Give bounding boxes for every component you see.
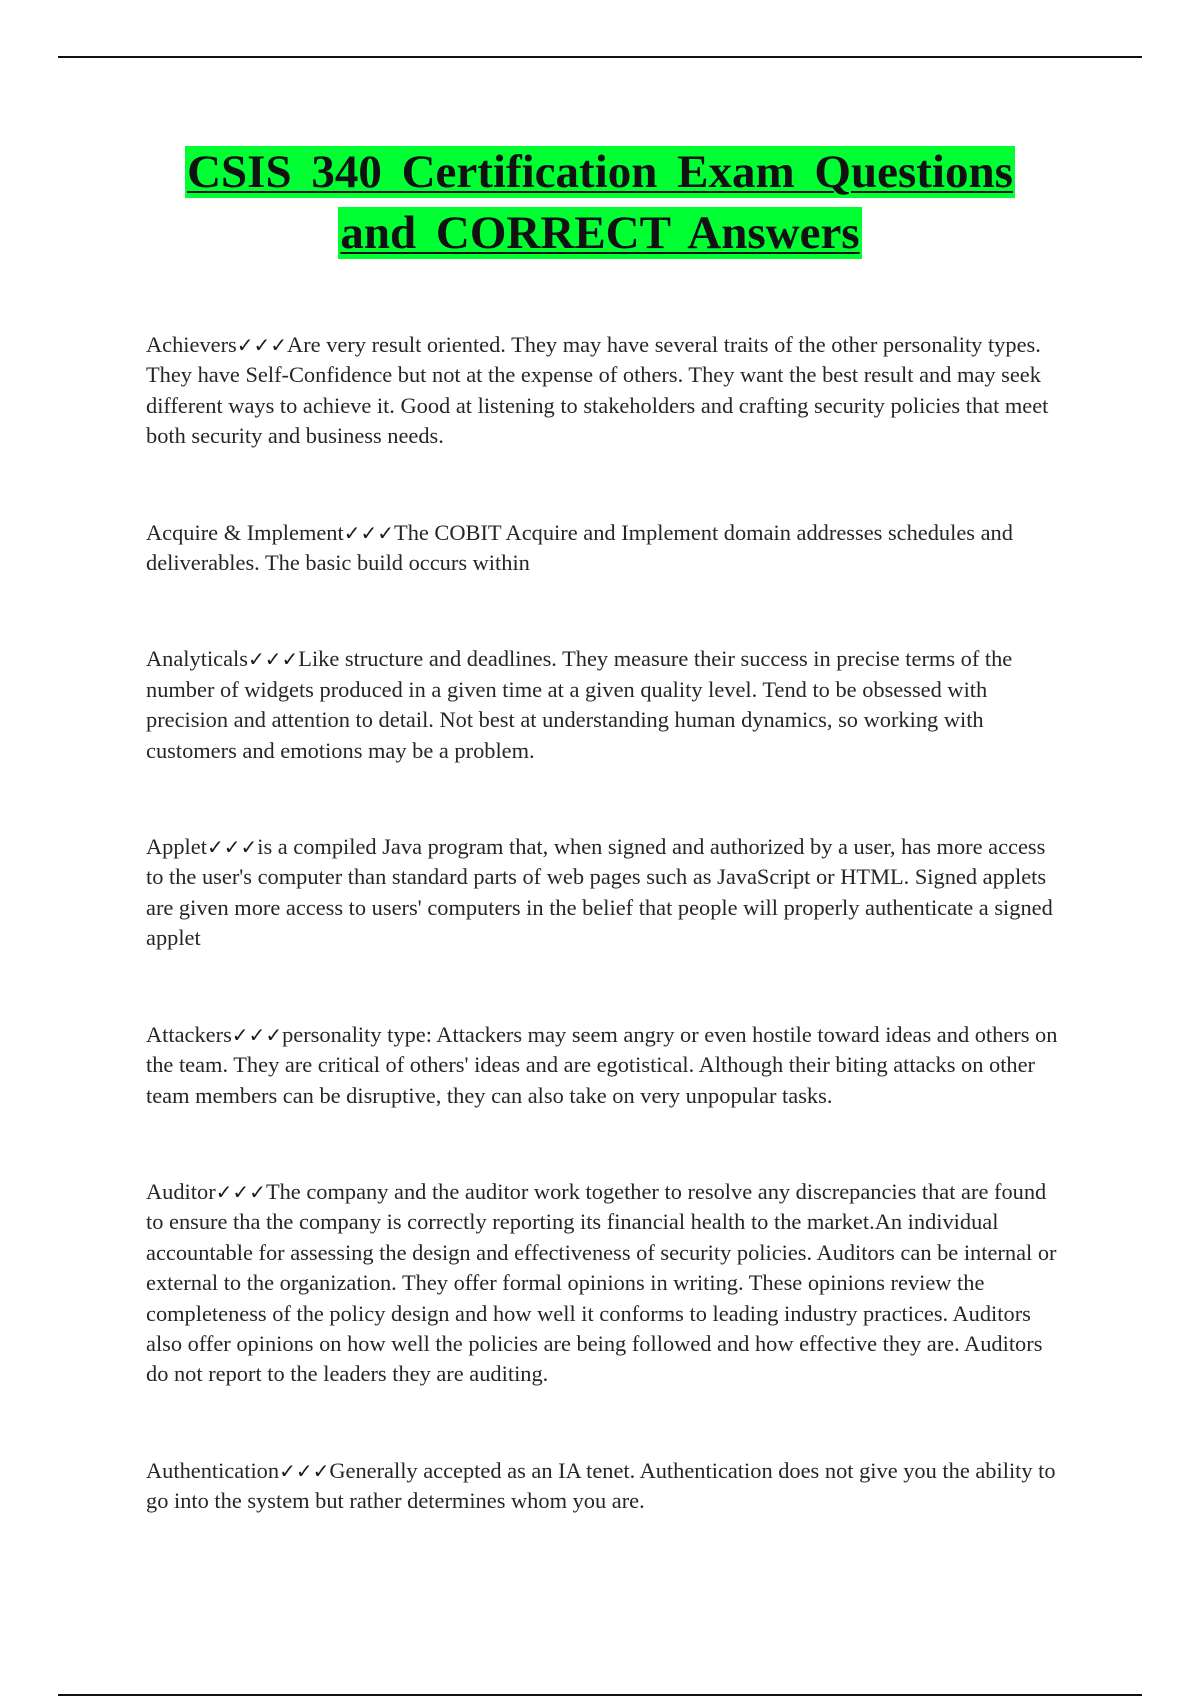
check-marks-icon: ✓✓✓ [343,520,395,545]
entry-term: Analyticals [146,646,248,672]
entry-definition: is a compiled Java program that, when signed and authorized by a user, has more access to the user's computer than standard parts of web pages such as JavaScript or HTML. Signed applets are given more access to users' computers in the belief that people will properly authenticate a signed applet [146,834,1053,951]
entry-definition: Like structure and deadlines. They measure their success in precise terms of the number of widgets produced in a given time at a given quality level. Tend to be obsessed with precision and attention to detail. Not best at understanding human dynamics, so working with customers and emotions may be a problem. [146,646,1013,763]
entry-list [146,330,1066,1517]
entry-auditor [146,1177,1066,1390]
entry-term: Acquire & Implement [146,519,344,545]
entry-acquire-implement [146,518,1066,579]
entry-applet [146,832,1066,954]
entry-definition: Generally accepted as an IA tenet. Authentication does not give you the ability to go into the system but rather determines whom you are. [146,1457,1056,1514]
entry-term: Authentication [146,1457,280,1483]
check-marks-icon: ✓✓✓ [247,647,299,672]
entry-definition: The company and the auditor work together to resolve any discrepancies that are found to ensure tha the company is correctly reporting its financial health to the market.An individual accountable for assessing the design and effectiveness of security policies. Auditors can be internal or external to the organization. They offer formal opinions in writing. These opinions review the completeness of the policy design and how well it conforms to leading industry practices. Auditors also offer opinions on how well the policies are being followed and how effective they are. Auditors do not report to the leaders they are auditing. [146,1178,1057,1387]
title-line-2: and CORRECT Answers [340,207,860,259]
top-rule [58,56,1142,58]
entry-attackers [146,1020,1066,1111]
check-marks-icon: ✓✓✓ [279,1458,330,1483]
entry-definition: Are very result oriented. They may have several traits of the other personality types. They have Self-Confidence but not at the expense of others. They want the best result and may seek different ways to achieve it. Good at listening to stakeholders and crafting security policies that meet both security and business needs. [146,332,1049,449]
entry-authentication [146,1456,1066,1517]
entry-term: Achievers [146,332,237,357]
entry-term: Auditor [146,1178,216,1204]
entry-term: Attackers [146,1021,232,1047]
check-marks-icon: ✓✓✓ [206,835,258,860]
entry-definition: personality type: Attackers may seem angry or even hostile toward ideas and others on the team. They are critical of others' ideas and are egotistical. Although their biting attacks on other team members can be disruptive, they can also take on very unpopular tasks. [146,1021,1058,1108]
entry-term: Applet [146,834,207,860]
check-marks-icon: ✓✓✓ [215,1179,266,1204]
bottom-rule [58,1694,1142,1696]
check-marks-icon: ✓✓✓ [231,1022,283,1047]
entry-analyticals [146,644,1066,766]
check-marks-icon: ✓✓✓ [236,333,288,357]
entry-definition: The COBIT Acquire and Implement domain addresses schedules and deliverables. The basic build occurs within [146,519,1013,576]
entry-achievers [146,330,1066,452]
title-line-1: CSIS 340 Certification Exam Questions [187,146,1013,198]
document-title [100,142,1100,264]
